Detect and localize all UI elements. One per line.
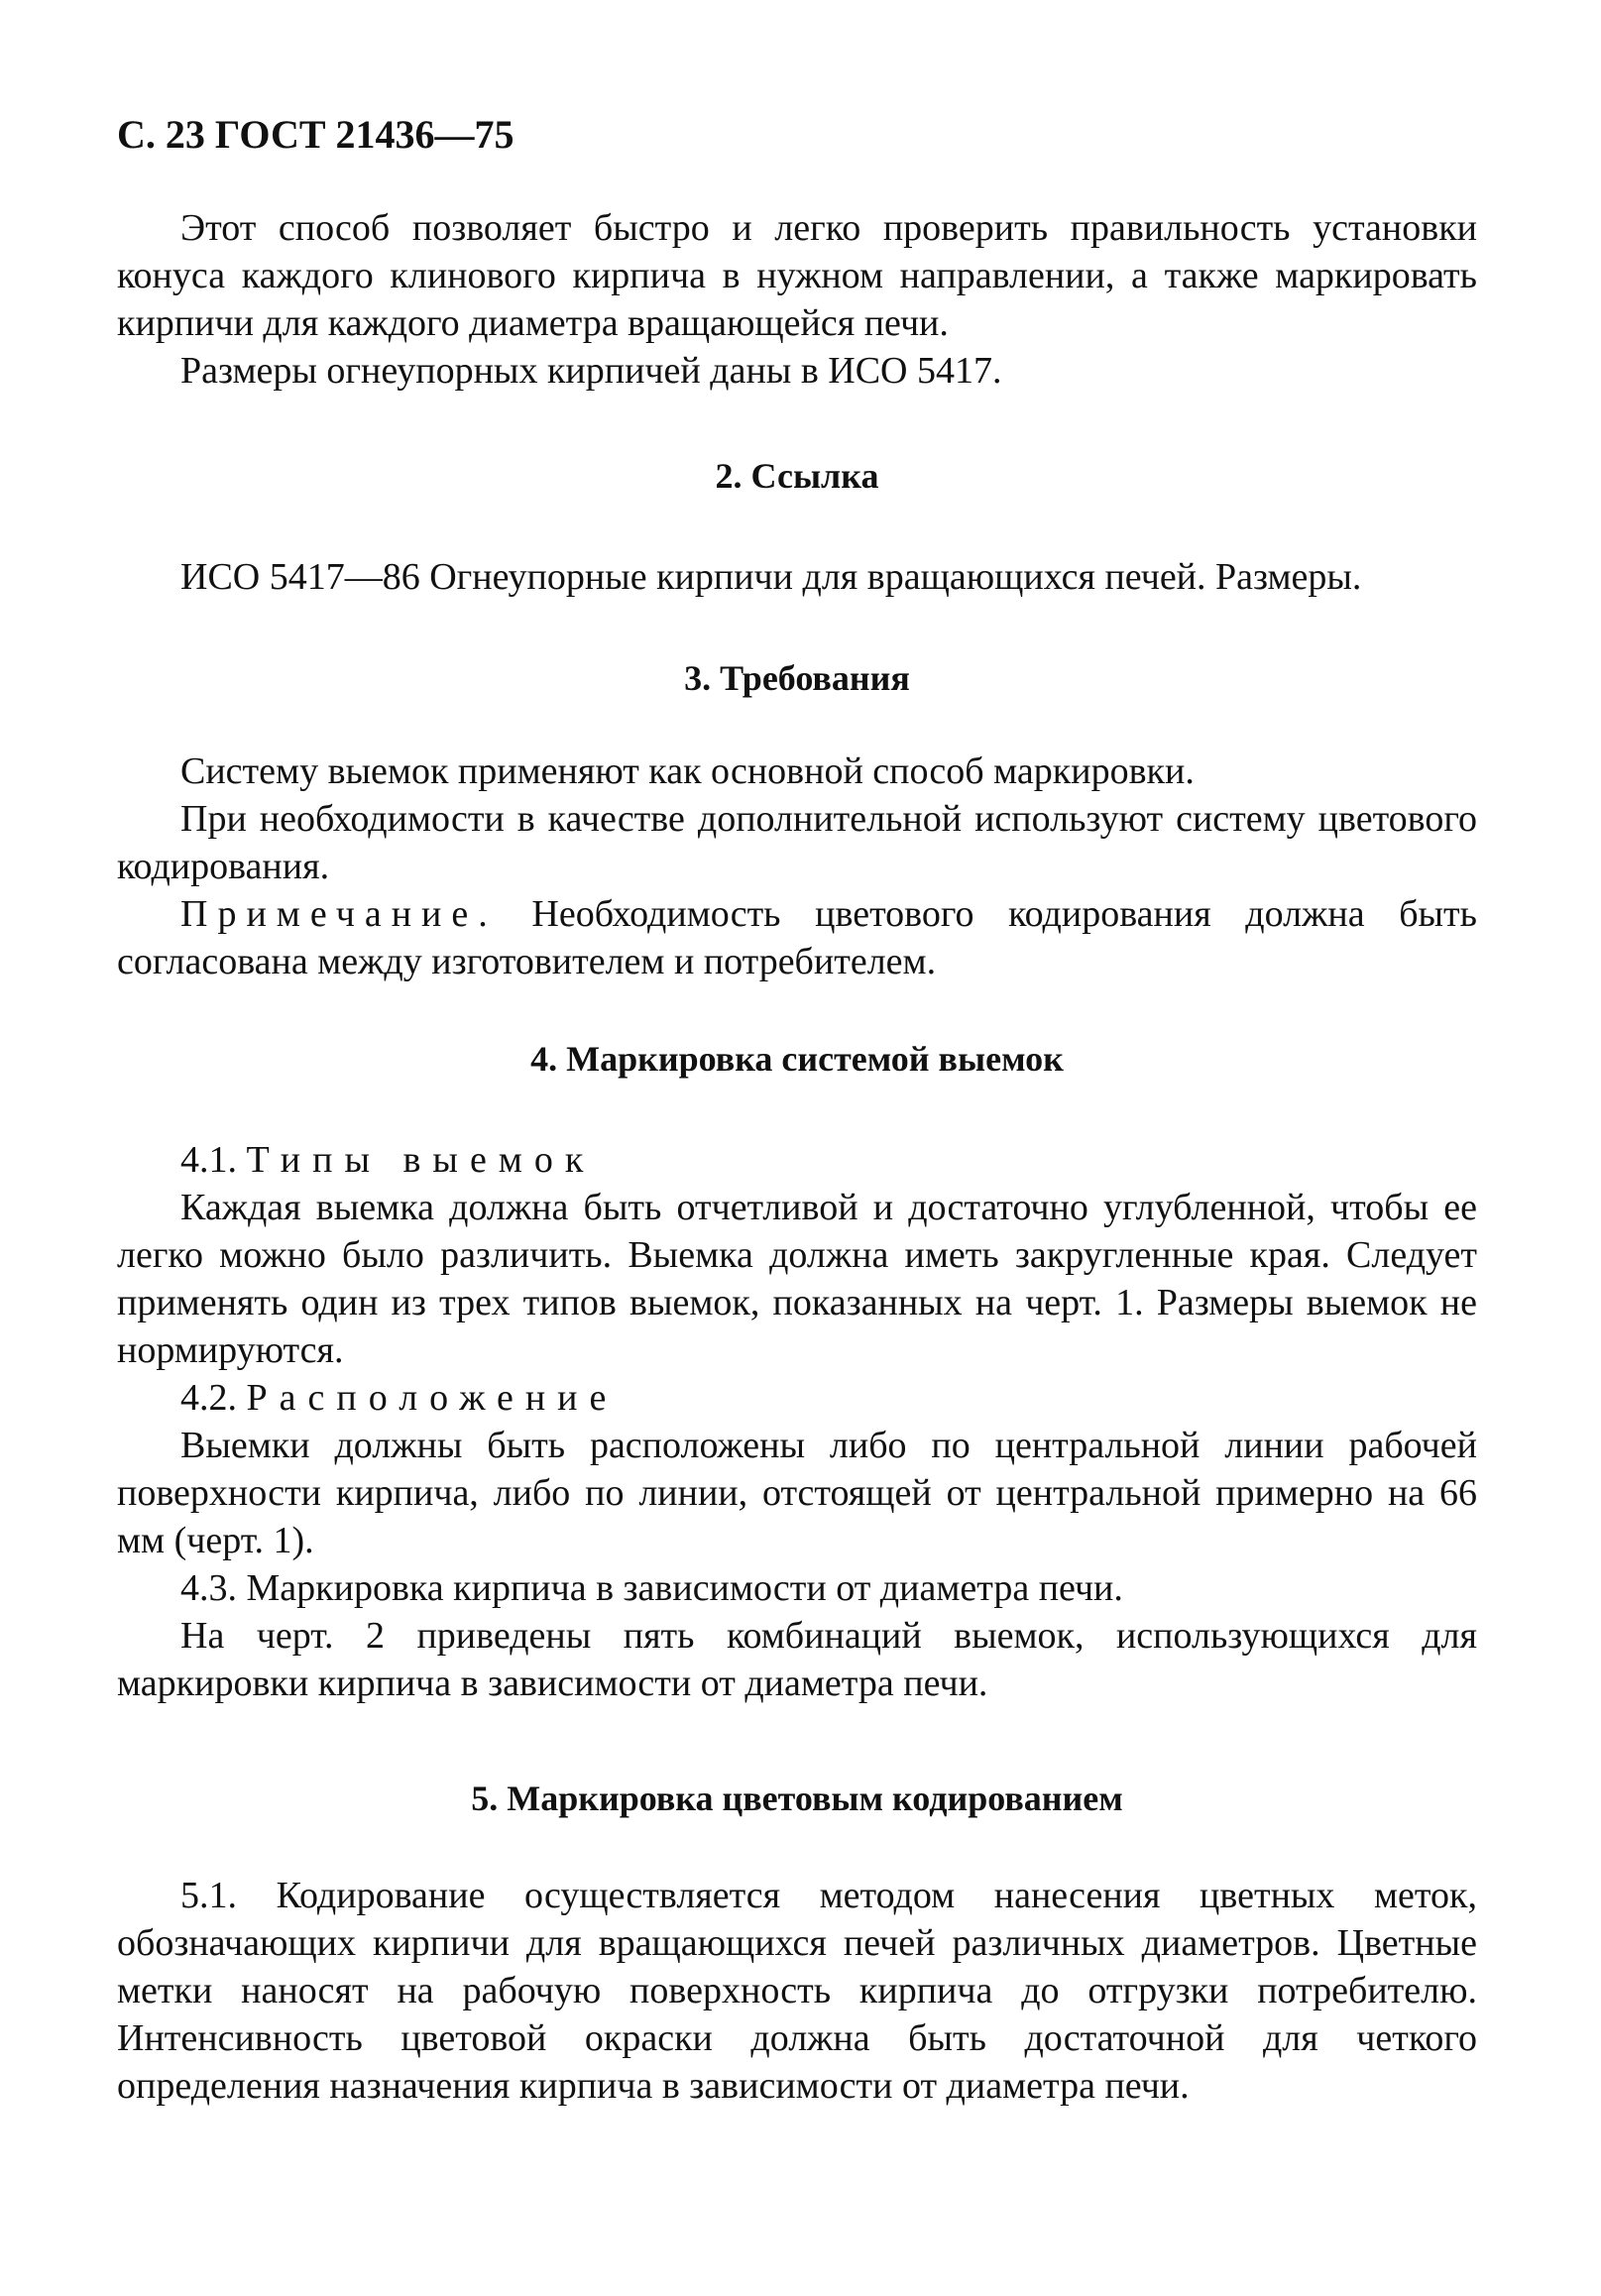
page-header: С. 23 ГОСТ 21436—75 bbox=[117, 112, 515, 157]
subsection-5-1-text: 5.1. Кодирование осуществляется методом нанесения цветных меток, обозначающих кирпичи для вращающихся печей различных диаметров. Цветные метки наносят на рабочую поверхность кирпича до отгрузки потребителю. Интенсивность цветовой окраски должна быть достаточной для четкого определения назначения кирпича в зависимости от диаметра печи. bbox=[117, 1875, 1477, 2107]
subsection-4-2-number: 4.2. bbox=[180, 1377, 247, 1419]
subsection-4-3-title: 4.3. Маркировка кирпича в зависимости от диаметра печи. bbox=[180, 1567, 1123, 1609]
subsection-4-1-label: Типы выемок bbox=[246, 1139, 596, 1181]
section-5-heading: 5. Маркировка цветовым кодированием bbox=[471, 1779, 1123, 1818]
section-2-heading: 2. Ссылка bbox=[715, 456, 879, 496]
section-3-block bbox=[117, 747, 1477, 985]
reference-paragraph: ИСО 5417—86 Огнеупорные кирпичи для вращающихся печей. Размеры. bbox=[180, 556, 1362, 598]
section-5-block bbox=[117, 1872, 1477, 2110]
requirements-note bbox=[117, 890, 1477, 985]
intro-paragraph-1: Этот способ позволяет быстро и легко проверить правильность установки конуса каждого клинового кирпича в нужном направлении, а также маркировать кирпичи для каждого диаметра вращающейся печи. bbox=[117, 207, 1477, 344]
section-4-heading: 4. Маркировка системой выемок bbox=[530, 1039, 1064, 1079]
note-label: Примечание. bbox=[180, 893, 498, 935]
subsection-4-1-text: Каждая выемка должна быть отчетливой и достаточно углубленной, чтобы ее легко можно было различить. Выемка должна иметь закругленные края. Следует применять один из трех типов выемок, показанных на черт. 1. Размеры выемок не нормируются. bbox=[117, 1187, 1477, 1371]
requirements-paragraph-2: При необходимости в качестве дополнительной используют систему цветового кодирования. bbox=[117, 798, 1477, 887]
subsection-4-1-title bbox=[117, 1136, 1477, 1184]
requirements-paragraph-1: Систему выемок применяют как основной способ маркировки. bbox=[180, 750, 1195, 792]
subsection-4-3-text: На черт. 2 приведены пять комбинаций выемок, использующихся для маркировки кирпича в зависимости от диаметра печи. bbox=[117, 1615, 1477, 1704]
section-2-block bbox=[117, 553, 1477, 601]
subsection-4-2-title bbox=[117, 1374, 1477, 1422]
intro-block bbox=[117, 204, 1477, 395]
subsection-4-1-number: 4.1. bbox=[180, 1139, 247, 1181]
intro-paragraph-2: Размеры огнеупорных кирпичей даны в ИСО 5417. bbox=[180, 350, 1002, 392]
section-4-block bbox=[117, 1136, 1477, 1707]
section-3-heading: 3. Требования bbox=[684, 658, 910, 698]
subsection-4-2-text: Выемки должны быть расположены либо по центральной линии рабочей поверхности кирпича, либо по линии, отстоящей от центральной примерно на 66 мм (черт. 1). bbox=[117, 1425, 1477, 1561]
subsection-4-2-label: Расположение bbox=[246, 1377, 619, 1419]
note-text: Необходимость цветового кодирования должна быть согласована между изготовителем и потребителем. bbox=[117, 893, 1477, 982]
